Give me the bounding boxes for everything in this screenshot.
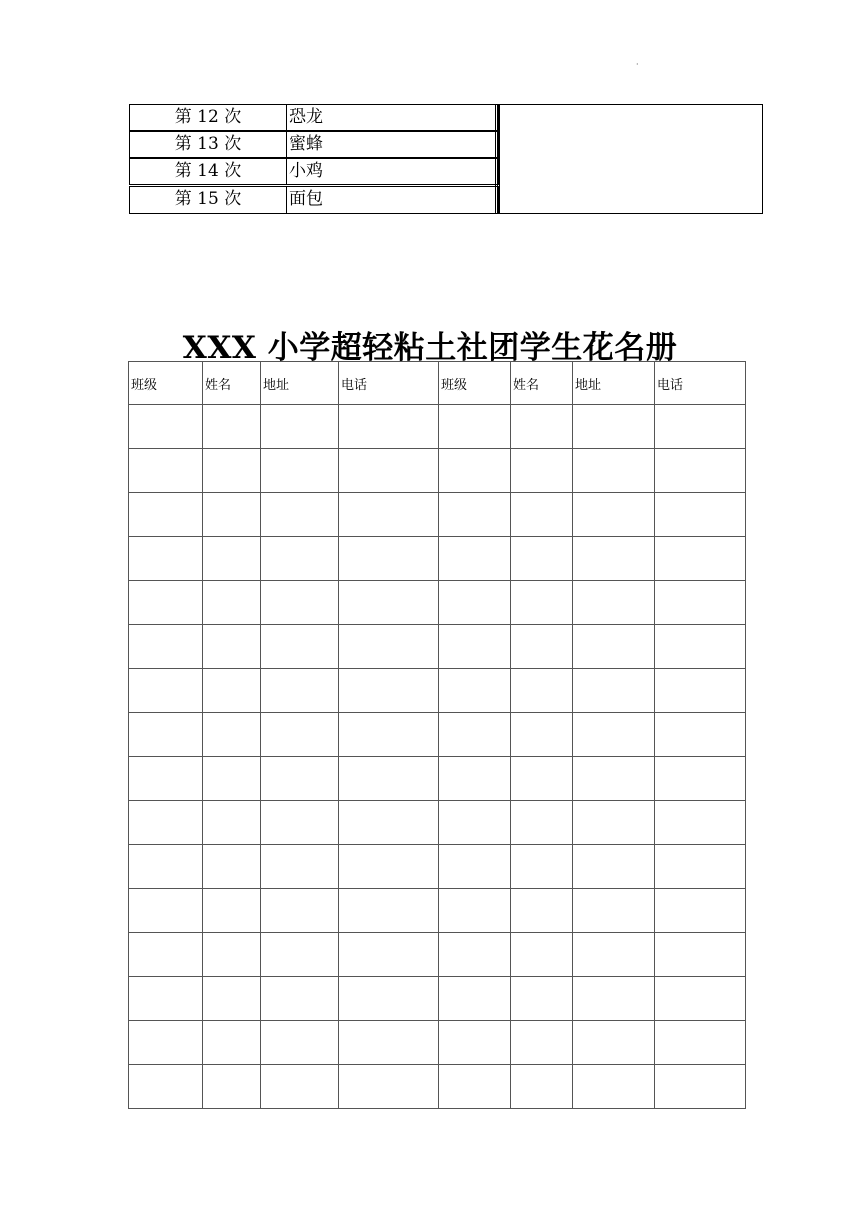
roster-cell: [573, 889, 655, 933]
roster-cell: [573, 713, 655, 757]
roster-cell: [129, 581, 203, 625]
roster-cell: [511, 801, 573, 845]
roster-cell: [573, 581, 655, 625]
double-rule: [495, 104, 498, 214]
header-address: 地址: [261, 362, 339, 405]
roster-cell: [261, 669, 339, 713]
roster-cell: [511, 977, 573, 1021]
schedule-row: [129, 186, 499, 214]
roster-cell: [129, 933, 203, 977]
roster-cell: [655, 1021, 746, 1065]
roster-cell: [511, 581, 573, 625]
roster-cell: [129, 889, 203, 933]
roster-cell: [129, 757, 203, 801]
roster-row: [129, 581, 746, 625]
roster-cell: [261, 449, 339, 493]
roster-cell: [203, 493, 261, 537]
roster-cell: [203, 757, 261, 801]
roster-row: [129, 1021, 746, 1065]
roster-cell: [129, 625, 203, 669]
roster-cell: [439, 845, 511, 889]
roster-cell: [261, 889, 339, 933]
roster-row: [129, 405, 746, 449]
roster-cell: [261, 625, 339, 669]
roster-cell: [573, 669, 655, 713]
schedule-row: [129, 131, 499, 158]
roster-row: [129, 449, 746, 493]
header-class: 班级: [439, 362, 511, 405]
roster-cell: [261, 1021, 339, 1065]
roster-cell: [129, 493, 203, 537]
roster-cell: [439, 449, 511, 493]
roster-cell: [573, 625, 655, 669]
roster-cell: [655, 713, 746, 757]
roster-cell: [573, 845, 655, 889]
roster-cell: [203, 669, 261, 713]
roster-cell: [655, 977, 746, 1021]
roster-cell: [129, 713, 203, 757]
roster-cell: [655, 1065, 746, 1109]
roster-cell: [573, 757, 655, 801]
roster-cell: [339, 977, 439, 1021]
roster-cell: [573, 801, 655, 845]
roster-cell: [339, 933, 439, 977]
roster-cell: [655, 889, 746, 933]
roster-cell: [439, 801, 511, 845]
roster-cell: [203, 1021, 261, 1065]
roster-body: [129, 405, 746, 1109]
roster-cell: [439, 669, 511, 713]
roster-cell: [439, 1065, 511, 1109]
roster-cell: [203, 713, 261, 757]
roster-header-row: [129, 362, 746, 405]
roster-cell: [655, 493, 746, 537]
roster-cell: [261, 757, 339, 801]
roster-row: [129, 625, 746, 669]
roster-cell: [203, 405, 261, 449]
roster-cell: [511, 625, 573, 669]
roster-cell: [655, 537, 746, 581]
schedule-table: [129, 104, 763, 214]
roster-cell: [339, 669, 439, 713]
roster-cell: [511, 537, 573, 581]
roster-cell: [655, 581, 746, 625]
roster-cell: [203, 977, 261, 1021]
roster-cell: [339, 449, 439, 493]
header-name: 姓名: [203, 362, 261, 405]
roster-row: [129, 801, 746, 845]
roster-cell: [261, 801, 339, 845]
schedule-topic: 恐龙: [289, 107, 323, 127]
roster-table: [128, 361, 746, 1109]
roster-cell: [129, 1065, 203, 1109]
roster-cell: [261, 845, 339, 889]
roster-cell: [439, 757, 511, 801]
roster-row: [129, 845, 746, 889]
roster-cell: [261, 977, 339, 1021]
roster-cell: [129, 537, 203, 581]
roster-row: [129, 713, 746, 757]
roster-cell: [129, 845, 203, 889]
roster-row: [129, 1065, 746, 1109]
roster-cell: [511, 933, 573, 977]
roster-title: XXX 小学超轻粘土社团学生花名册: [182, 330, 678, 366]
roster-cell: [655, 757, 746, 801]
page-marker: ·: [636, 60, 639, 69]
roster-cell: [573, 493, 655, 537]
roster-cell: [203, 1065, 261, 1109]
header-phone: 电话: [339, 362, 439, 405]
roster-cell: [573, 1021, 655, 1065]
roster-row: [129, 493, 746, 537]
roster-cell: [573, 977, 655, 1021]
roster-row: [129, 889, 746, 933]
roster-cell: [511, 713, 573, 757]
roster-cell: [511, 449, 573, 493]
schedule-row: [129, 104, 499, 131]
roster-cell: [573, 933, 655, 977]
roster-row: [129, 757, 746, 801]
roster-cell: [129, 405, 203, 449]
roster-cell: [339, 713, 439, 757]
header-phone: 电话: [655, 362, 746, 405]
schedule-session: 第 13 次: [130, 132, 287, 157]
roster-cell: [573, 537, 655, 581]
schedule-row: [129, 158, 499, 185]
roster-cell: [261, 537, 339, 581]
roster-row: [129, 669, 746, 713]
roster-cell: [655, 845, 746, 889]
roster-cell: [203, 537, 261, 581]
roster-cell: [439, 493, 511, 537]
roster-cell: [439, 405, 511, 449]
roster-cell: [339, 845, 439, 889]
roster-cell: [129, 1021, 203, 1065]
roster-cell: [261, 493, 339, 537]
roster-cell: [129, 449, 203, 493]
roster-cell: [129, 669, 203, 713]
roster-cell: [339, 537, 439, 581]
roster-row: [129, 537, 746, 581]
roster-cell: [339, 625, 439, 669]
roster-cell: [203, 801, 261, 845]
roster-cell: [339, 1021, 439, 1065]
roster-cell: [339, 1065, 439, 1109]
roster-cell: [339, 581, 439, 625]
roster-cell: [655, 801, 746, 845]
header-class: 班级: [129, 362, 203, 405]
roster-cell: [261, 405, 339, 449]
roster-cell: [339, 889, 439, 933]
roster-cell: [511, 845, 573, 889]
roster-cell: [339, 801, 439, 845]
roster-cell: [439, 625, 511, 669]
roster-cell: [129, 977, 203, 1021]
roster-cell: [203, 581, 261, 625]
roster-cell: [339, 757, 439, 801]
roster-cell: [339, 405, 439, 449]
roster-cell: [511, 405, 573, 449]
roster-cell: [339, 493, 439, 537]
roster-cell: [511, 493, 573, 537]
roster-cell: [261, 1065, 339, 1109]
roster-cell: [261, 933, 339, 977]
roster-cell: [439, 1021, 511, 1065]
schedule-session: 第 15 次: [130, 187, 287, 213]
roster-cell: [511, 1021, 573, 1065]
roster-row: [129, 933, 746, 977]
schedule-session: 第 12 次: [130, 105, 287, 130]
roster-cell: [655, 405, 746, 449]
roster-cell: [439, 977, 511, 1021]
roster-cell: [261, 713, 339, 757]
schedule-topic: 小鸡: [289, 161, 323, 181]
roster-cell: [439, 581, 511, 625]
roster-cell: [655, 625, 746, 669]
schedule-topic: 面包: [289, 189, 323, 209]
schedule-notes-box: [499, 104, 763, 214]
roster-cell: [573, 405, 655, 449]
roster-cell: [573, 1065, 655, 1109]
roster-cell: [655, 933, 746, 977]
roster-cell: [203, 845, 261, 889]
roster-cell: [261, 581, 339, 625]
roster-cell: [511, 669, 573, 713]
roster-row: [129, 977, 746, 1021]
roster-cell: [439, 933, 511, 977]
roster-cell: [439, 889, 511, 933]
roster-cell: [439, 537, 511, 581]
roster-cell: [511, 1065, 573, 1109]
roster-cell: [573, 449, 655, 493]
roster-cell: [203, 625, 261, 669]
roster-cell: [203, 449, 261, 493]
header-address: 地址: [573, 362, 655, 405]
roster-cell: [129, 801, 203, 845]
roster-cell: [511, 757, 573, 801]
header-name: 姓名: [511, 362, 573, 405]
roster-cell: [439, 713, 511, 757]
roster-cell: [655, 669, 746, 713]
roster-cell: [203, 889, 261, 933]
schedule-topic: 蜜蜂: [289, 134, 323, 154]
schedule-session: 第 14 次: [130, 159, 287, 184]
roster-cell: [203, 933, 261, 977]
roster-cell: [511, 889, 573, 933]
roster-cell: [655, 449, 746, 493]
